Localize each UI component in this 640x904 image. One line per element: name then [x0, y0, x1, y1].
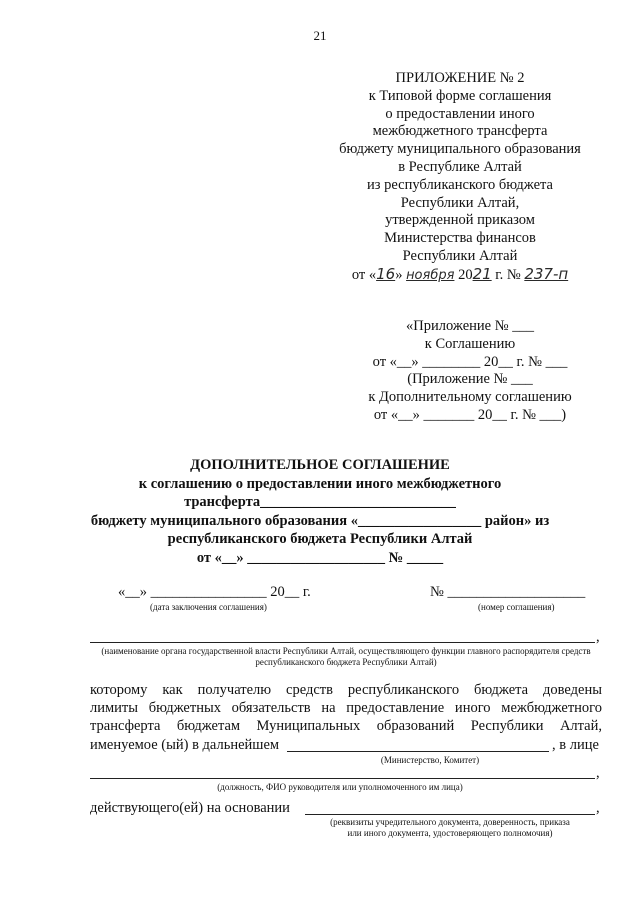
appendix-line: Республики Алтай	[402, 247, 518, 264]
attachment-line: «Приложение № ___	[406, 318, 534, 334]
agreement-date-caption: (дата заключения соглашения)	[150, 602, 267, 612]
order-mid: »	[395, 266, 407, 283]
title-line: к соглашению о предоставлении иного межбюджетного	[138, 475, 502, 492]
body-line: лимиты бюджетных обязательств на предоставление иного межбюджетного	[90, 699, 602, 716]
title-line: республиканского бюджета Республики Алтай	[167, 531, 473, 547]
organ-comma: ,	[596, 629, 600, 645]
appendix-header	[310, 70, 610, 285]
appendix-line: утвержденной приказом	[385, 212, 535, 229]
order-year-handwritten: 21	[472, 264, 492, 283]
named-underline	[287, 751, 549, 752]
attachment-block	[340, 318, 600, 425]
appendix-title: ПРИЛОЖЕНИЕ № 2	[395, 70, 525, 86]
appendix-line: бюджету муниципального образования	[339, 141, 581, 158]
appendix-line: к Типовой форме соглашения	[368, 87, 552, 104]
attachment-line: от «__» ________ 20__ г. № ___	[372, 353, 568, 370]
named-prefix: именуемое (ый) в дальнейшем	[90, 737, 280, 753]
title-heading: ДОПОЛНИТЕЛЬНОЕ СОГЛАШЕНИЕ	[190, 457, 450, 473]
title-line: бюджету муниципального образования «_________________ район» из	[90, 512, 550, 529]
agreement-number-field: № ___________________	[430, 584, 586, 600]
order-prefix: от «	[351, 266, 377, 283]
order-date-line	[310, 266, 610, 285]
appendix-line: Республики Алтай,	[400, 194, 520, 211]
order-year-prefix: 20	[454, 266, 473, 283]
position-line	[90, 778, 595, 779]
title-line: от «__» ___________________ № _____	[196, 549, 444, 566]
position-comma: ,	[596, 765, 600, 781]
named-suffix: , в лице	[552, 737, 599, 753]
acting-underline	[305, 814, 595, 815]
acting-comma: ,	[596, 800, 600, 816]
attachment-line: к Соглашению	[424, 335, 516, 352]
appendix-line: Министерства финансов	[384, 230, 536, 247]
attachment-line: к Дополнительному соглашению	[368, 389, 572, 406]
order-month-handwritten: ноября	[406, 267, 455, 283]
appendix-line: из республиканского бюджета	[367, 176, 553, 193]
order-year-label: г. №	[491, 266, 525, 283]
attachment-line: (Приложение № ___	[407, 371, 533, 388]
title-line: трансферта___________________________	[184, 494, 456, 510]
organ-name-line	[90, 642, 595, 643]
position-caption: (должность, ФИО руководителя или уполномоченного им лица)	[217, 782, 463, 792]
body-line: которому как получателю средств республиканского бюджета доведены	[90, 682, 602, 698]
acting-prefix: действующего(ей) на основании	[90, 800, 290, 816]
named-caption: (Министерство, Комитет)	[380, 755, 480, 765]
page-number: 21	[313, 28, 327, 43]
body-paragraph	[90, 682, 602, 735]
appendix-line: о предоставлении иного	[385, 105, 535, 122]
appendix-line: в Республике Алтай	[398, 158, 522, 175]
document-title	[0, 456, 640, 567]
acting-caption-2: или иного документа, удостоверяющего полномочия)	[347, 828, 553, 838]
body-line: трансферта бюджетам Муниципальных образований Республики Алтай,	[90, 717, 602, 734]
organ-caption: (наименование органа государственной власти Республики Алтай, осуществляющего функции главного распорядителя средств республиканского бюджета Республики Алтай)	[101, 646, 591, 667]
agreement-number-caption: (номер соглашения)	[478, 602, 555, 612]
order-number-handwritten: 237-п	[524, 264, 569, 283]
appendix-line: межбюджетного трансферта	[372, 123, 548, 140]
agreement-date-field: «__» ________________ 20__ г.	[118, 584, 311, 600]
attachment-line: от «__» _______ 20__ г. № ___)	[373, 406, 567, 423]
acting-caption-1: (реквизиты учредительного документа, доверенность, приказа	[330, 817, 570, 827]
order-day-handwritten: 16	[376, 264, 396, 283]
